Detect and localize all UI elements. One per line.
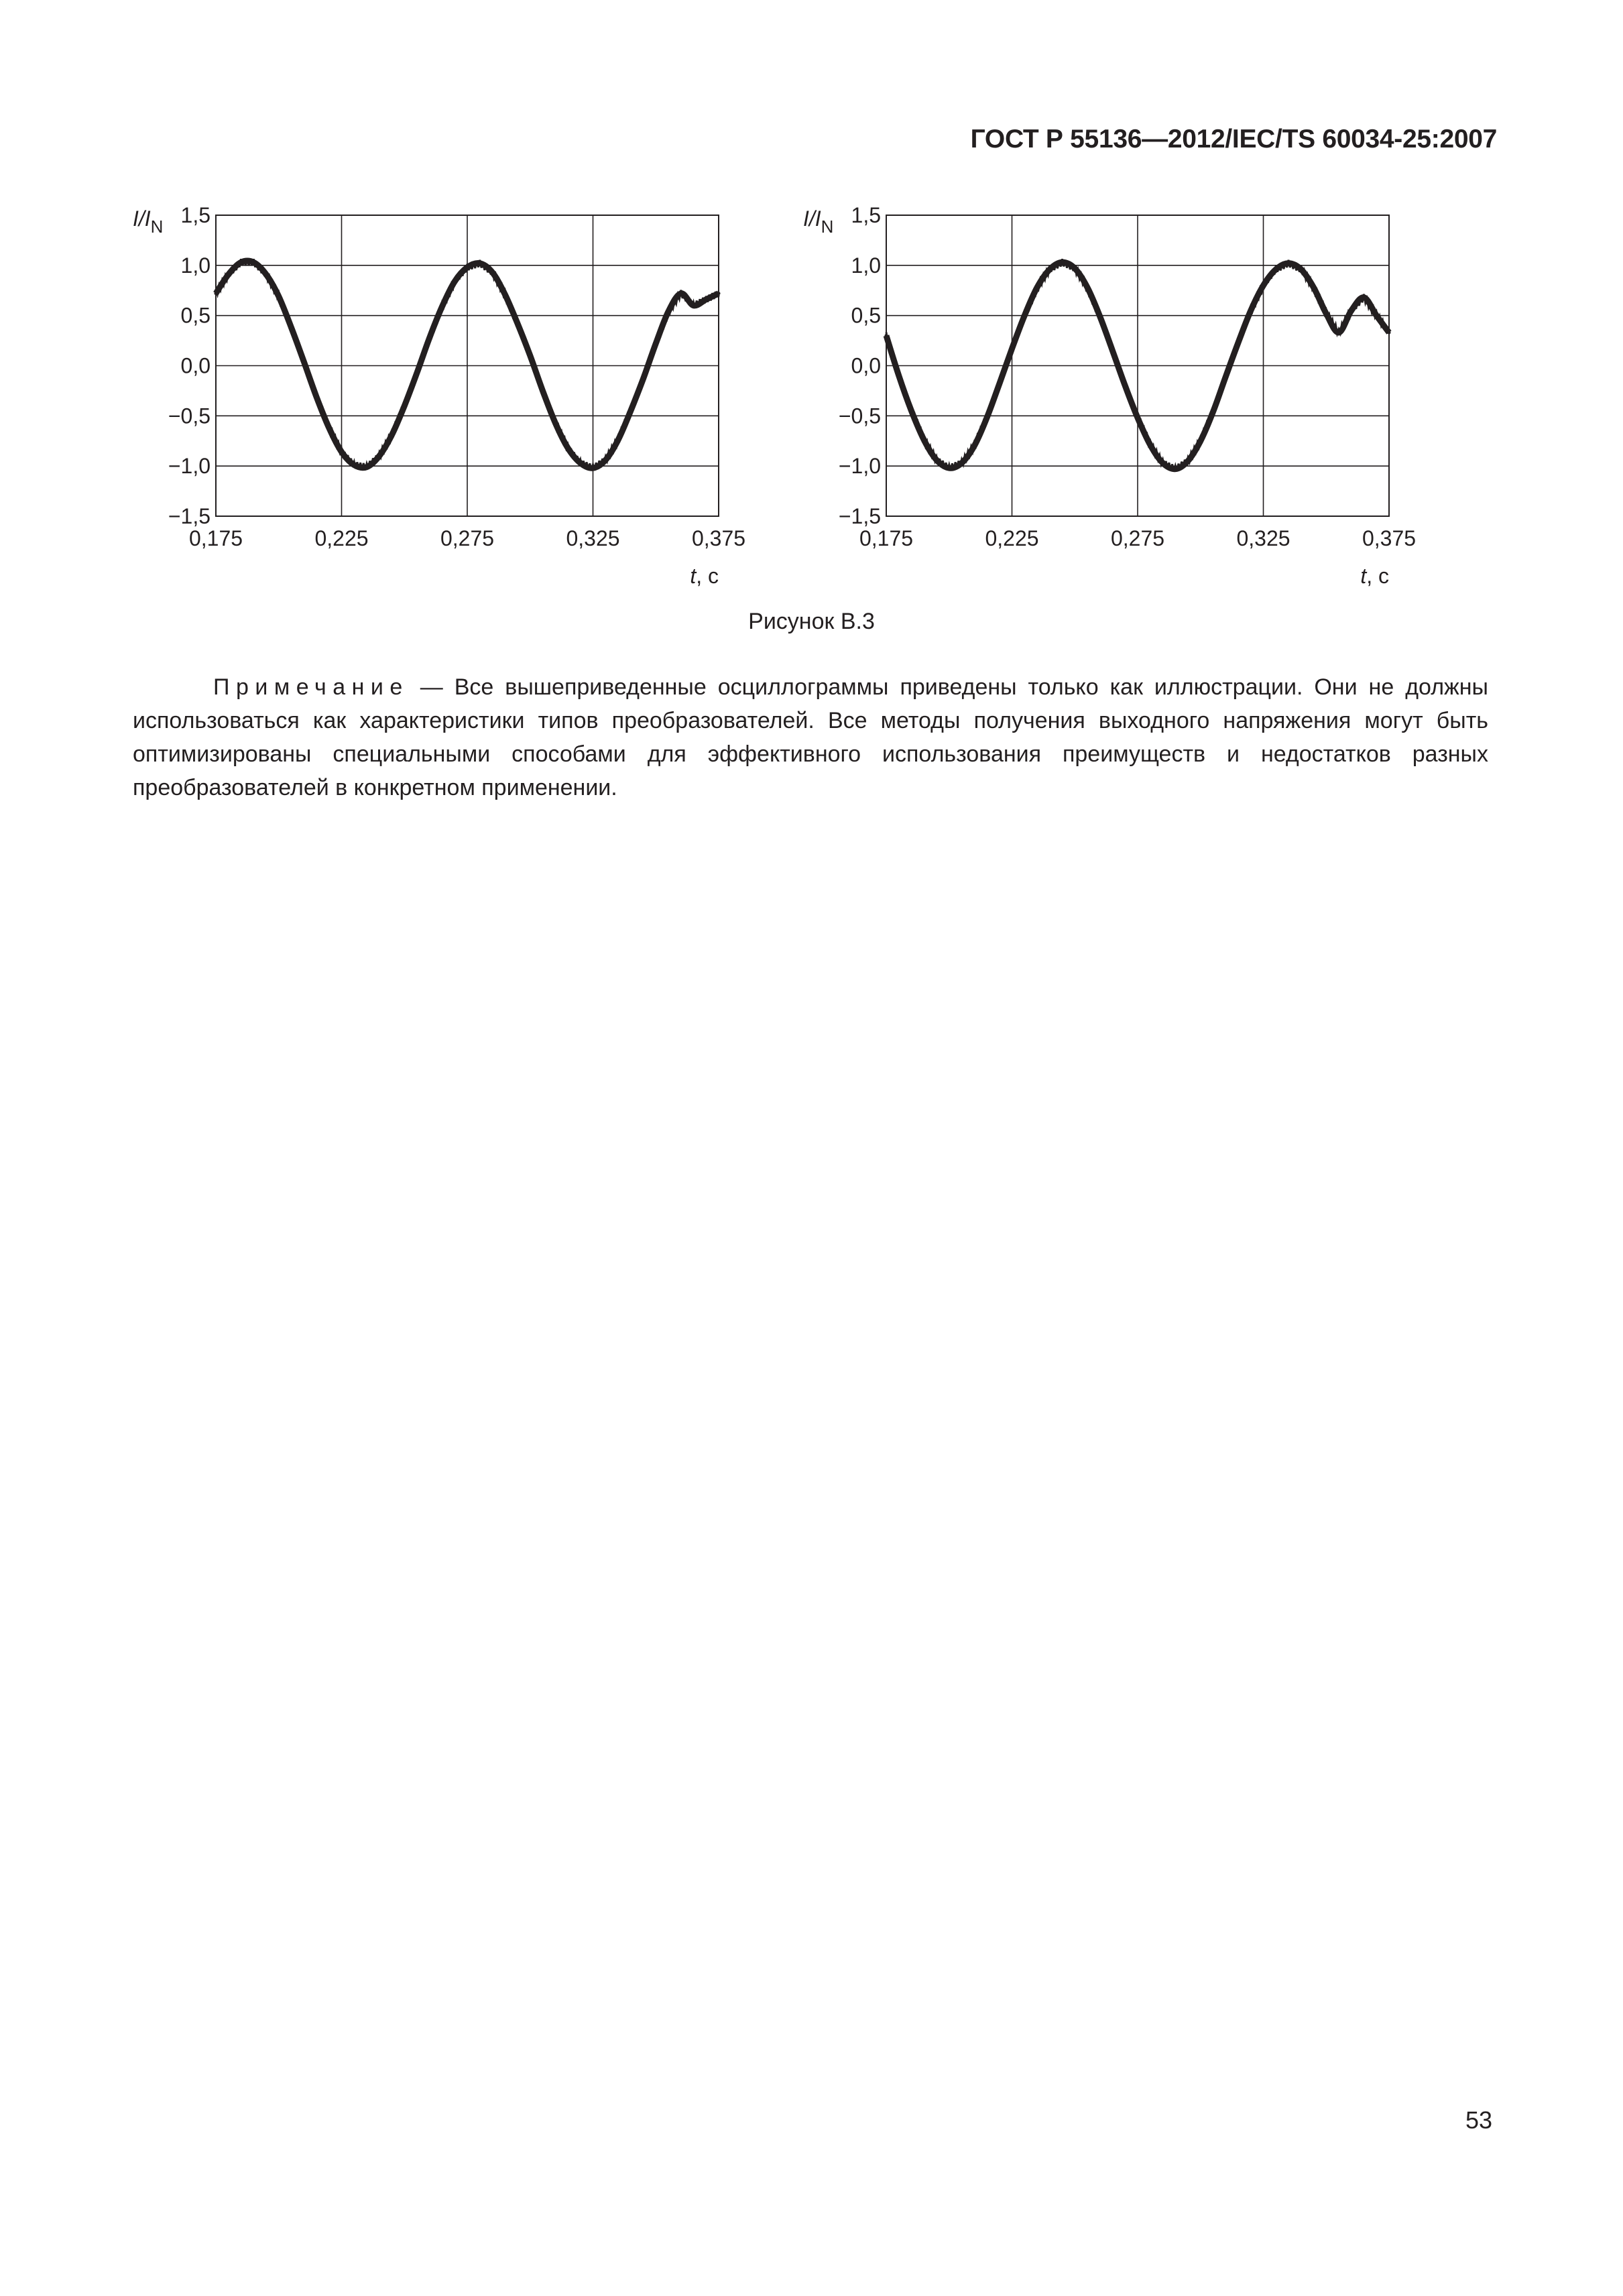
data-point [1287, 261, 1290, 265]
data-point [985, 416, 989, 420]
data-point [315, 395, 318, 398]
y-tick-label: −1,0 [168, 454, 211, 479]
data-point [1048, 267, 1051, 271]
y-axis-title-subscript: N [821, 217, 834, 237]
data-point [1249, 309, 1252, 312]
x-axis-title [690, 564, 719, 588]
data-point [998, 382, 1001, 385]
x-axis-title-unit: , с [696, 564, 719, 588]
y-tick-label: −0,5 [838, 404, 881, 428]
y-tick-label: 0,0 [851, 353, 881, 378]
data-point [227, 273, 230, 276]
data-point [935, 459, 939, 462]
data-point [642, 377, 645, 381]
data-point [717, 292, 721, 295]
data-point [566, 446, 570, 450]
data-point [1325, 312, 1328, 315]
data-point [1161, 461, 1164, 465]
data-point [265, 273, 268, 276]
y-tick-label: −1,5 [168, 504, 211, 528]
data-point [1274, 267, 1278, 271]
data-point [1375, 314, 1378, 317]
data-point [327, 426, 330, 430]
data-point [705, 298, 708, 301]
data-point [692, 304, 695, 307]
data-point [1199, 439, 1202, 442]
data-point [541, 389, 544, 392]
data-point [1086, 286, 1089, 289]
x-tick-label: 0,375 [691, 526, 746, 550]
y-tick-label: 1,0 [851, 253, 881, 278]
data-point [910, 409, 913, 412]
x-tick-label: 0,375 [1362, 526, 1417, 550]
data-point [453, 280, 457, 283]
data-point [466, 265, 469, 269]
x-tick-label: 0,225 [985, 526, 1039, 550]
x-tick-label: 0,175 [859, 526, 914, 550]
data-point [1023, 314, 1026, 317]
data-point [277, 295, 280, 298]
x-tick-label: 0,175 [188, 526, 243, 550]
y-tick-label: 0,5 [180, 303, 211, 328]
y-tick-label: 1,5 [180, 203, 211, 227]
data-point [1061, 261, 1064, 264]
data-point [1098, 315, 1101, 318]
data-point [1187, 459, 1190, 463]
y-tick-label: −1,0 [838, 454, 881, 479]
data-point [1211, 410, 1215, 414]
series-noise [216, 259, 717, 471]
data-point [528, 354, 532, 357]
note-text: — Все вышеприведенные осциллограммы приведены только как иллюстрации. Они не должны использоваться как характеристики типов преобразователей. Все методы получения выходного напряжения могут быть оптимизированы специальными способами для эффективного использования преимуществ и недостатков разных преобразователей в конкретном применении. [133, 674, 1488, 800]
data-point [353, 463, 356, 467]
data-point [340, 450, 343, 454]
data-point [1362, 296, 1366, 299]
data-point [478, 261, 481, 265]
y-tick-label: −1,5 [838, 504, 881, 528]
y-tick-label: −0,5 [168, 404, 211, 428]
data-point [440, 305, 444, 308]
page-number: 53 [1465, 2106, 1492, 2134]
data-point [591, 467, 595, 470]
oscillogram-svg [798, 194, 1468, 610]
data-point [1010, 347, 1014, 351]
y-axis-title-main: I/I [133, 206, 151, 231]
data-point [1111, 349, 1114, 353]
x-tick-label: 0,325 [1236, 526, 1290, 550]
oscillogram-chart-left [127, 194, 798, 610]
data-point [1073, 267, 1077, 270]
data-point [1299, 267, 1303, 271]
data-point [960, 461, 963, 465]
data-point [1136, 416, 1140, 420]
data-point [1224, 375, 1227, 379]
data-point [503, 293, 507, 296]
data-point [922, 438, 926, 442]
data-point [252, 261, 255, 264]
data-point [973, 444, 976, 448]
x-axis-title-main: t [1360, 564, 1367, 588]
oscillogram-chart-right [798, 194, 1468, 610]
data-point [679, 292, 682, 295]
y-tick-label: 0,0 [180, 353, 211, 378]
y-axis-title-main: I/I [803, 206, 821, 231]
data-point [617, 438, 620, 442]
data-point [1124, 384, 1127, 387]
note-paragraph [133, 670, 1488, 804]
data-point [1174, 467, 1177, 471]
data-point [885, 334, 888, 337]
data-point [491, 271, 494, 274]
note-label: Примечание [213, 674, 409, 700]
y-tick-label: 1,0 [180, 253, 211, 278]
x-axis-title-main: t [690, 564, 697, 588]
x-tick-label: 0,275 [1110, 526, 1165, 550]
data-point [390, 433, 394, 436]
x-axis-title [1360, 564, 1389, 588]
data-point [1388, 331, 1391, 335]
data-point [554, 421, 557, 424]
data-point [1036, 286, 1039, 289]
y-tick-label: 1,5 [851, 203, 881, 227]
data-point [302, 360, 306, 363]
figure-caption: Рисунок В.3 [748, 609, 875, 634]
y-axis-title-subscript: N [150, 217, 164, 237]
x-tick-label: 0,275 [440, 526, 495, 550]
data-point [667, 310, 670, 313]
document-header: ГОСТ Р 55136—2012/IEC/TS 60034-25:2007 [970, 125, 1497, 154]
data-point [377, 455, 381, 458]
x-tick-label: 0,325 [566, 526, 620, 550]
oscillogram-svg [127, 194, 798, 610]
data-point [1312, 286, 1315, 289]
y-axis-title [803, 206, 833, 237]
data-point [215, 292, 218, 295]
data-point [516, 322, 520, 325]
y-axis-title [133, 206, 163, 237]
x-axis-title-unit: , с [1366, 564, 1389, 588]
data-point [579, 461, 582, 465]
data-point [604, 459, 607, 462]
data-point [1349, 309, 1353, 312]
data-point [629, 409, 632, 412]
y-tick-label: 0,5 [851, 303, 881, 328]
data-point [897, 374, 900, 377]
data-point [1337, 331, 1341, 335]
data-point [428, 336, 431, 339]
data-point [947, 467, 951, 470]
data-point [403, 404, 406, 408]
note-block [133, 670, 1488, 804]
data-point [1262, 284, 1265, 287]
data-point [416, 371, 419, 375]
x-tick-label: 0,225 [314, 526, 369, 550]
data-point [239, 261, 243, 264]
data-point [1237, 341, 1240, 345]
data-point [290, 326, 293, 329]
data-point [1148, 443, 1152, 446]
data-point [654, 342, 658, 345]
data-point [365, 465, 369, 469]
